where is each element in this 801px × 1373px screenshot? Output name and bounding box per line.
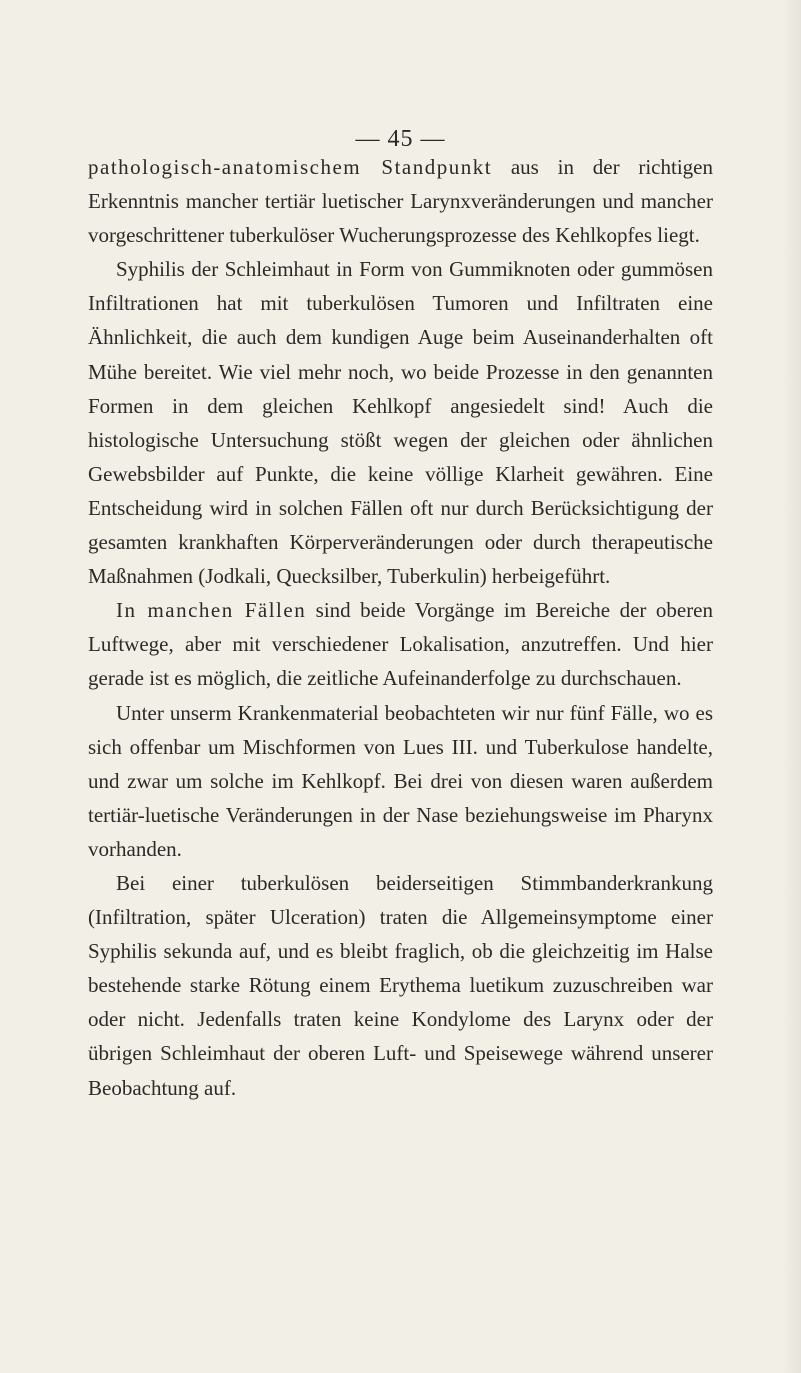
paragraph: [88, 696, 713, 866]
paragraph: [88, 150, 713, 252]
paragraph: [88, 252, 713, 593]
emphasized-phrase: In manchen Fällen: [116, 598, 307, 623]
paragraph: [88, 866, 713, 1105]
paragraph: [88, 593, 713, 695]
page-edge-shadow: [783, 0, 801, 1373]
paragraph-text: Bei einer tuberkulösen beiderseitigen Stimmbanderkrankung (Infiltration, später Ulceration) traten die Allgemeinsymptome einer Syphilis sekunda auf, und es bleibt fraglich, ob die gleichzeitig im Halse bestehende starke Rötung einem Erythema luetikum zuzuschreiben war oder nicht. Jedenfalls traten keine Kondylome des Larynx oder der übrigen Schleimhaut der oberen Luft- und Speisewege während unserer Beobachtung auf.: [88, 870, 713, 1100]
paragraph-text: sind beide Vorgänge im Bereiche der oberen Luftwege, aber mit verschiedener Lokalisation, anzutreffen. Und hier gerade ist es möglich, die zeitliche Aufeinanderfolge zu durchschauen.: [88, 598, 714, 691]
paragraph-text: aus in der richtigen Erkenntnis mancher tertiär luetischer Larynxveränderungen und mancher vorgeschrittener tuberkulöser Wucherungsprozesse des Kehlkopfes liegt.: [88, 155, 713, 248]
paragraph-text: Unter unserm Krankenmaterial beobachteten wir nur fünf Fälle, wo es sich offenbar um Mischformen von Lues III. und Tuberkulose handelte, und zwar um solche im Kehlkopf. Bei drei von diesen waren außerdem tertiär-luetische Veränderungen in der Nase beziehungsweise im Pharynx vorhanden.: [88, 700, 713, 861]
paragraph-text: Syphilis der Schleimhaut in Form von Gummiknoten oder gummösen Infiltrationen hat mit tuberkulösen Tumoren und Infiltraten eine Ähnlichkeit, die auch dem kundigen Auge beim Auseinanderhalten oft Mühe bereitet. Wie viel mehr noch, wo beide Prozesse in den genannten Formen in dem gleichen Kehlkopf angesiedelt sind! Auch die histologische Untersuchung stößt wegen der gleichen oder ähnlichen Gewebsbilder auf Punkte, die keine völlige Klarheit gewähren. Eine Entscheidung wird in solchen Fällen oft nur durch Berücksichtigung der gesamten krankhaften Körperveränderungen oder durch therapeutische Maßnahmen (Jodkali, Quecksilber, Tuberkulin) herbeigeführt.: [88, 257, 713, 589]
emphasized-phrase: pathologisch-anatomischem Standpunkt: [88, 155, 493, 179]
body-text: [88, 150, 713, 1105]
page-number: — 45 —: [355, 126, 446, 152]
